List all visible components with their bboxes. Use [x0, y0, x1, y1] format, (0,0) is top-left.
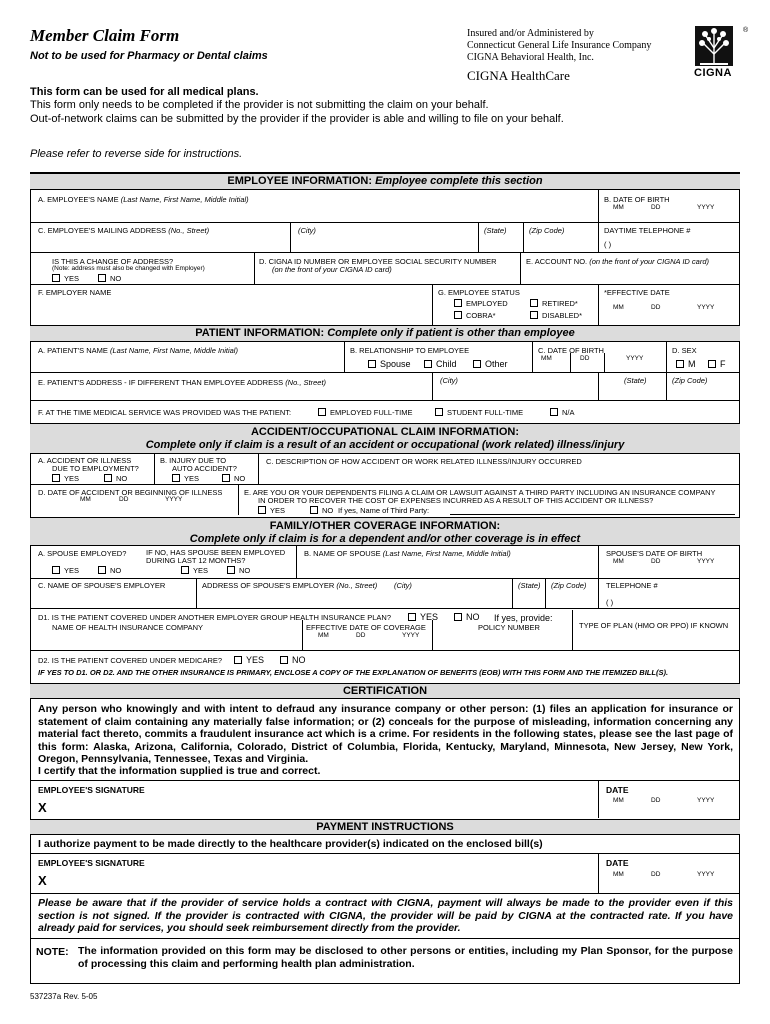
zip-label: (Zip Code): [529, 226, 565, 235]
yyyy-label: YYYY: [697, 797, 715, 804]
employee-signature-field[interactable]: [54, 796, 594, 816]
status-retired[interactable]: RETIRED*: [530, 299, 578, 308]
form-title: Member Claim Form: [30, 26, 180, 45]
payment-signature-x-mark: X: [38, 873, 47, 888]
account-no-label: E. ACCOUNT NO. (on the front of your CIGNA ID card): [526, 257, 709, 266]
checkbox[interactable]: [280, 656, 288, 664]
employee-signature-label: EMPLOYEE'S SIGNATURE: [38, 785, 145, 795]
employee-dob-label: B. DATE OF BIRTH: [604, 195, 670, 204]
checkbox[interactable]: [454, 311, 462, 319]
city-label: (City): [440, 376, 458, 385]
medicare-question: D2. IS THE PATIENT COVERED UNDER MEDICARE?: [38, 656, 223, 665]
checkbox[interactable]: [454, 613, 462, 621]
spouse-employer-field[interactable]: [36, 590, 192, 606]
daytime-phone-label: DAYTIME TELEPHONE #: [604, 226, 691, 235]
checkbox[interactable]: [530, 299, 538, 307]
checkbox[interactable]: [234, 656, 242, 664]
checkbox[interactable]: [52, 274, 60, 282]
employee-status-label: G. EMPLOYEE STATUS: [438, 288, 520, 297]
employee-name-field[interactable]: [38, 203, 593, 221]
cigna-id-hint: (on the front of your CIGNA ID card): [272, 265, 392, 274]
checkbox[interactable]: [454, 299, 462, 307]
yyyy-label: YYYY: [697, 304, 715, 311]
form-subtitle: Not to be used for Pharmacy or Dental claims: [30, 50, 268, 62]
third-party-question-cont: IN ORDER TO RECOVER THE COST OF EXPENSES INCURRED AS A RESULT OF THIS ACCIDENT OR ILLNESS?: [258, 496, 654, 505]
plan-type-field[interactable]: [576, 634, 734, 649]
accident-employment-no[interactable]: NO: [104, 474, 127, 483]
mm-label: MM: [613, 871, 624, 878]
spouse-telephone-field[interactable]: [604, 590, 734, 606]
insurance-company-field[interactable]: [36, 634, 298, 649]
city-label: (City): [298, 226, 316, 235]
spouse-telephone-label: TELEPHONE #: [606, 581, 658, 590]
employee-heading: EMPLOYEE INFORMATION:: [227, 175, 373, 187]
mm-label: MM: [541, 355, 552, 362]
accident-employment-question: A. ACCIDENT OR ILLNESS DUE TO EMPLOYMENT?: [38, 456, 139, 473]
area-code-parens: ( ): [606, 598, 614, 607]
spouse-employed-12mo-question: IF NO, HAS SPOUSE BEEN EMPLOYED DURING LAST 12 MONTHS?: [146, 548, 286, 565]
spouse-dob-field[interactable]: [604, 558, 734, 576]
signature-date-label: DATE: [606, 785, 629, 795]
status-employed[interactable]: EMPLOYED: [454, 299, 508, 308]
provider-payment-notice: Please be aware that if the provider of service holds a contract with CIGNA, payment will always be made to the provider even if this section is not signed. If the provider is contracted with CIGNA, the provider will be paid by CIGNA at the contracted rate. If you have already paid for services, you should seek reimbursement directly from the provider.: [38, 897, 733, 934]
checkbox[interactable]: [98, 274, 106, 282]
admin-line-1: Insured and/or Administered by: [467, 28, 594, 39]
spouse-employed-question: A. SPOUSE EMPLOYED?: [38, 549, 127, 558]
brand-name: CIGNA HealthCare: [467, 68, 570, 83]
checkbox[interactable]: [52, 566, 60, 574]
patient-address-field[interactable]: [38, 387, 428, 399]
employee-phone-field[interactable]: [604, 235, 734, 251]
dd-label: DD: [651, 871, 661, 878]
relationship-spouse[interactable]: Spouse: [368, 359, 411, 369]
employer-name-label: F. EMPLOYER NAME: [38, 288, 112, 297]
status-cobra[interactable]: COBRA*: [454, 311, 496, 320]
effective-coverage-field[interactable]: [306, 634, 428, 649]
mm-label: MM: [613, 558, 624, 565]
city-label: (City): [394, 581, 412, 590]
if-yes-provide-label: If yes, provide:: [494, 613, 553, 623]
mm-label: MM: [613, 304, 624, 311]
accident-date-field[interactable]: [40, 495, 230, 513]
dd-label: DD: [651, 797, 661, 804]
accident-heading-note: Complete only if claim is a result of an accident or occupational (work related) illness/injury: [145, 439, 625, 451]
fraud-warning-text: Any person who knowingly and with intent to defraud any insurance company or other person: (1) files an application for insurance or statement of claim containing any materially false information; or (2) conceals for the purpose of misleading, information concerning any material fact thereto, commits a fraudulent insurance act which is a crime. For residents in the following states, please see the last page of this form: Alaska, Arizona, California, Colorado, District of Columbia, Florida, Kentucky, Maryland, Minnesota, New Jersey, New York, Oregon, Pennsylvania, Tennessee, Texas and Virginia.: [38, 703, 733, 765]
yyyy-label: YYYY: [626, 355, 644, 362]
payment-header: PAYMENT INSTRUCTIONS: [30, 819, 740, 835]
effective-coverage-label: EFFECTIVE DATE OF COVERAGE: [306, 623, 426, 632]
employee-heading-note: Employee complete this section: [375, 175, 543, 187]
spouse-employed-no[interactable]: NO: [98, 566, 121, 575]
relationship-label: B. RELATIONSHIP TO EMPLOYEE: [350, 346, 470, 355]
checkbox[interactable]: [318, 408, 326, 416]
payment-date-label: DATE: [606, 858, 629, 868]
accident-description-label: C. DESCRIPTION OF HOW ACCIDENT OR WORK RELATED ILLNESS/INJURY OCCURRED: [266, 457, 582, 466]
employee-city-field[interactable]: [296, 235, 474, 251]
auto-accident-question: B. INJURY DUE TO AUTO ACCIDENT?: [160, 456, 237, 473]
other-coverage-no[interactable]: NO: [454, 612, 480, 622]
checkbox[interactable]: [368, 360, 376, 368]
spouse-employer-address-label: ADDRESS OF SPOUSE'S EMPLOYER (No., Street): [202, 581, 378, 590]
mm-label: MM: [613, 204, 624, 211]
policy-number-label: POLICY NUMBER: [478, 623, 540, 632]
state-label: (State): [518, 581, 541, 590]
accident-employment-yes[interactable]: YES: [52, 474, 79, 483]
signature-x-mark: X: [38, 800, 47, 815]
third-party-no[interactable]: NO: [310, 506, 333, 515]
yyyy-label: YYYY: [402, 632, 420, 639]
accident-date-label: D. DATE OF ACCIDENT OR BEGINNING OF ILLNESS: [38, 488, 223, 497]
checkbox[interactable]: [172, 474, 180, 482]
patient-student-full-time[interactable]: STUDENT FULL-TIME: [435, 408, 523, 417]
accident-heading: ACCIDENT/OCCUPATIONAL CLAIM INFORMATION:: [250, 426, 520, 438]
dd-label: DD: [651, 304, 661, 311]
eob-note: IF YES TO D1. OR D2. AND THE OTHER INSURANCE IS PRIMARY, ENCLOSE A COPY OF THE EXPLANATION OF BENEFITS (EOB) WITH THIS FORM AND THE ITEMIZED BILL(S).: [38, 668, 669, 677]
medicare-no[interactable]: NO: [280, 655, 306, 665]
checkbox[interactable]: [676, 360, 684, 368]
cigna-logo-text: CIGNA: [694, 67, 732, 79]
accident-section-header: [30, 423, 740, 454]
other-coverage-yes[interactable]: YES: [408, 612, 438, 622]
instructions-note: Please refer to reverse side for instructions.: [30, 148, 243, 160]
payment-authorization-text: I authorize payment to be made directly to the healthcare provider(s) indicated on the enclosed bill(s): [38, 838, 543, 850]
patient-status-na[interactable]: N/A: [550, 408, 575, 417]
third-party-yes[interactable]: YES: [258, 506, 285, 515]
checkbox[interactable]: [222, 474, 230, 482]
third-party-name-field[interactable]: [450, 502, 735, 514]
checkbox[interactable]: [473, 360, 481, 368]
intro-line-2: This form only needs to be completed if the provider is not submitting the claim on your behalf.: [30, 99, 489, 111]
dd-label: DD: [651, 558, 661, 565]
patient-status-question: F. AT THE TIME MEDICAL SERVICE WAS PROVIDED WAS THE PATIENT:: [38, 408, 292, 417]
spouse-employer-label: C. NAME OF SPOUSE'S EMPLOYER: [38, 581, 166, 590]
checkbox[interactable]: [550, 408, 558, 416]
checkbox[interactable]: [98, 566, 106, 574]
state-label: (State): [624, 376, 647, 385]
spouse-12mo-yes[interactable]: YES: [181, 566, 208, 575]
checkbox[interactable]: [104, 474, 112, 482]
policy-number-field[interactable]: [436, 634, 568, 649]
spouse-name-label: B. NAME OF SPOUSE (Last Name, First Name, Middle Initial): [304, 549, 511, 558]
cigna-id-field[interactable]: [260, 272, 515, 283]
patient-name-field[interactable]: [38, 356, 338, 371]
certify-statement: I certify that the information supplied is true and correct.: [38, 765, 321, 777]
certification-header: CERTIFICATION: [30, 683, 740, 699]
form-code: 537237a Rev. 5-05: [30, 992, 98, 1001]
admin-line-3: CIGNA Behavioral Health, Inc.: [467, 52, 594, 63]
checkbox[interactable]: [227, 566, 235, 574]
checkbox[interactable]: [408, 613, 416, 621]
change-address-yes[interactable]: YES: [52, 274, 79, 283]
relationship-child[interactable]: Child: [424, 359, 457, 369]
admin-line-2: Connecticut General Life Insurance Company: [467, 40, 652, 51]
sex-label: D. SEX: [672, 346, 697, 355]
dd-label: DD: [119, 496, 129, 503]
mm-label: MM: [613, 797, 624, 804]
intro-line-3: Out-of-network claims can be submitted by the provider if the provider is able and willing to file on your behalf.: [30, 113, 564, 125]
dd-label: DD: [356, 632, 366, 639]
status-disabled[interactable]: DISABLED*: [530, 311, 582, 320]
effective-date-field[interactable]: [604, 298, 734, 320]
dd-label: DD: [580, 355, 590, 362]
family-heading: FAMILY/OTHER COVERAGE INFORMATION:: [269, 520, 501, 532]
patient-section-header: [30, 325, 740, 342]
family-section-header: [30, 517, 740, 546]
third-party-name-label: If yes, Name of Third Party:: [338, 506, 430, 515]
cigna-tree-logo-icon: [690, 24, 738, 70]
effective-date-label: *EFFECTIVE DATE: [604, 288, 670, 297]
yyyy-label: YYYY: [697, 558, 715, 565]
auto-accident-no[interactable]: NO: [222, 474, 245, 483]
account-no-field[interactable]: [526, 266, 734, 282]
change-address-note: (Note: address must also be changed with Employer): [52, 265, 205, 272]
patient-address-label: E. PATIENT'S ADDRESS - IF DIFFERENT THAN EMPLOYEE ADDRESS (No., Street): [38, 378, 327, 387]
employee-street-field[interactable]: [38, 235, 286, 251]
accident-description-field[interactable]: [264, 466, 734, 483]
sex-female[interactable]: F: [708, 359, 726, 369]
checkbox[interactable]: [52, 474, 60, 482]
yyyy-label: YYYY: [697, 871, 715, 878]
spouse-dob-label: SPOUSE'S DATE OF BIRTH: [606, 549, 703, 558]
zip-label: (Zip Code): [551, 581, 587, 590]
patient-name-label: A. PATIENT'S NAME (Last Name, First Name, Middle Initial): [38, 346, 238, 355]
checkbox[interactable]: [258, 506, 266, 514]
spouse-employed-yes[interactable]: YES: [52, 566, 79, 575]
patient-employed-full-time[interactable]: EMPLOYED FULL-TIME: [318, 408, 413, 417]
medicare-yes[interactable]: YES: [234, 655, 264, 665]
relationship-other[interactable]: Other: [473, 359, 508, 369]
checkbox[interactable]: [424, 360, 432, 368]
note-label: NOTE:: [36, 946, 69, 958]
disclosure-note: The information provided on this form may be disclosed to other persons or entities, including my Plan Sponsor, for the purpose of processing this claim and performing health plan administration.: [78, 945, 733, 970]
checkbox[interactable]: [181, 566, 189, 574]
payment-signature-label: EMPLOYEE'S SIGNATURE: [38, 858, 145, 868]
checkbox[interactable]: [708, 360, 716, 368]
spouse-12mo-no[interactable]: NO: [227, 566, 250, 575]
area-code-parens: ( ): [604, 240, 612, 249]
other-coverage-question: D1. IS THE PATIENT COVERED UNDER ANOTHER EMPLOYER GROUP HEALTH INSURANCE PLAN?: [38, 613, 391, 622]
signature-date-field[interactable]: [604, 796, 734, 816]
patient-heading-note: Complete only if patient is other than employee: [327, 327, 575, 339]
family-heading-note: Complete only if claim is for a dependent and/or other coverage is in effect: [189, 533, 581, 545]
employee-dob-field[interactable]: [605, 198, 735, 220]
state-label: (State): [484, 226, 507, 235]
payment-date-field[interactable]: [604, 870, 734, 890]
change-address-no[interactable]: NO: [98, 274, 121, 283]
checkbox[interactable]: [310, 506, 318, 514]
patient-heading: PATIENT INFORMATION:: [195, 327, 325, 339]
employee-address-label: C. EMPLOYEE'S MAILING ADDRESS (No., Street): [38, 226, 210, 235]
plan-type-label: TYPE OF PLAN (HMO OR PPO) IF KNOWN: [579, 621, 729, 630]
third-party-question: E. ARE YOU OR YOUR DEPENDENTS FILING A CLAIM OR LAWSUIT AGAINST A THIRD PARTY INCLUDING AN INSURANCE COMPANY: [244, 488, 716, 497]
checkbox[interactable]: [530, 311, 538, 319]
yyyy-label: YYYY: [697, 204, 715, 211]
patient-dob-label: C. DATE OF BIRTH: [538, 346, 604, 355]
change-address-question: IS THIS A CHANGE OF ADDRESS?: [52, 257, 174, 266]
sex-male[interactable]: M: [676, 359, 696, 369]
checkbox[interactable]: [435, 408, 443, 416]
yyyy-label: YYYY: [165, 496, 183, 503]
insurance-company-label: NAME OF HEALTH INSURANCE COMPANY: [52, 623, 203, 632]
payment-signature-field[interactable]: [54, 870, 594, 890]
registered-mark: ®: [743, 27, 749, 34]
mm-label: MM: [318, 632, 329, 639]
employee-section-header: [30, 173, 740, 190]
cigna-id-label: D. CIGNA ID NUMBER OR EMPLOYEE SOCIAL SECURITY NUMBER: [259, 257, 497, 266]
employer-name-field[interactable]: [38, 297, 428, 321]
intro-line-1: This form can be used for all medical plans.: [30, 86, 259, 98]
zip-label: (Zip Code): [672, 376, 708, 385]
auto-accident-yes[interactable]: YES: [172, 474, 199, 483]
spouse-name-field[interactable]: [302, 558, 594, 576]
mm-label: MM: [80, 496, 91, 503]
spouse-employer-address-field[interactable]: [202, 590, 508, 606]
dd-label: DD: [651, 204, 661, 211]
employee-name-label: A. EMPLOYEE'S NAME (Last Name, First Name, Middle Initial): [38, 195, 249, 204]
